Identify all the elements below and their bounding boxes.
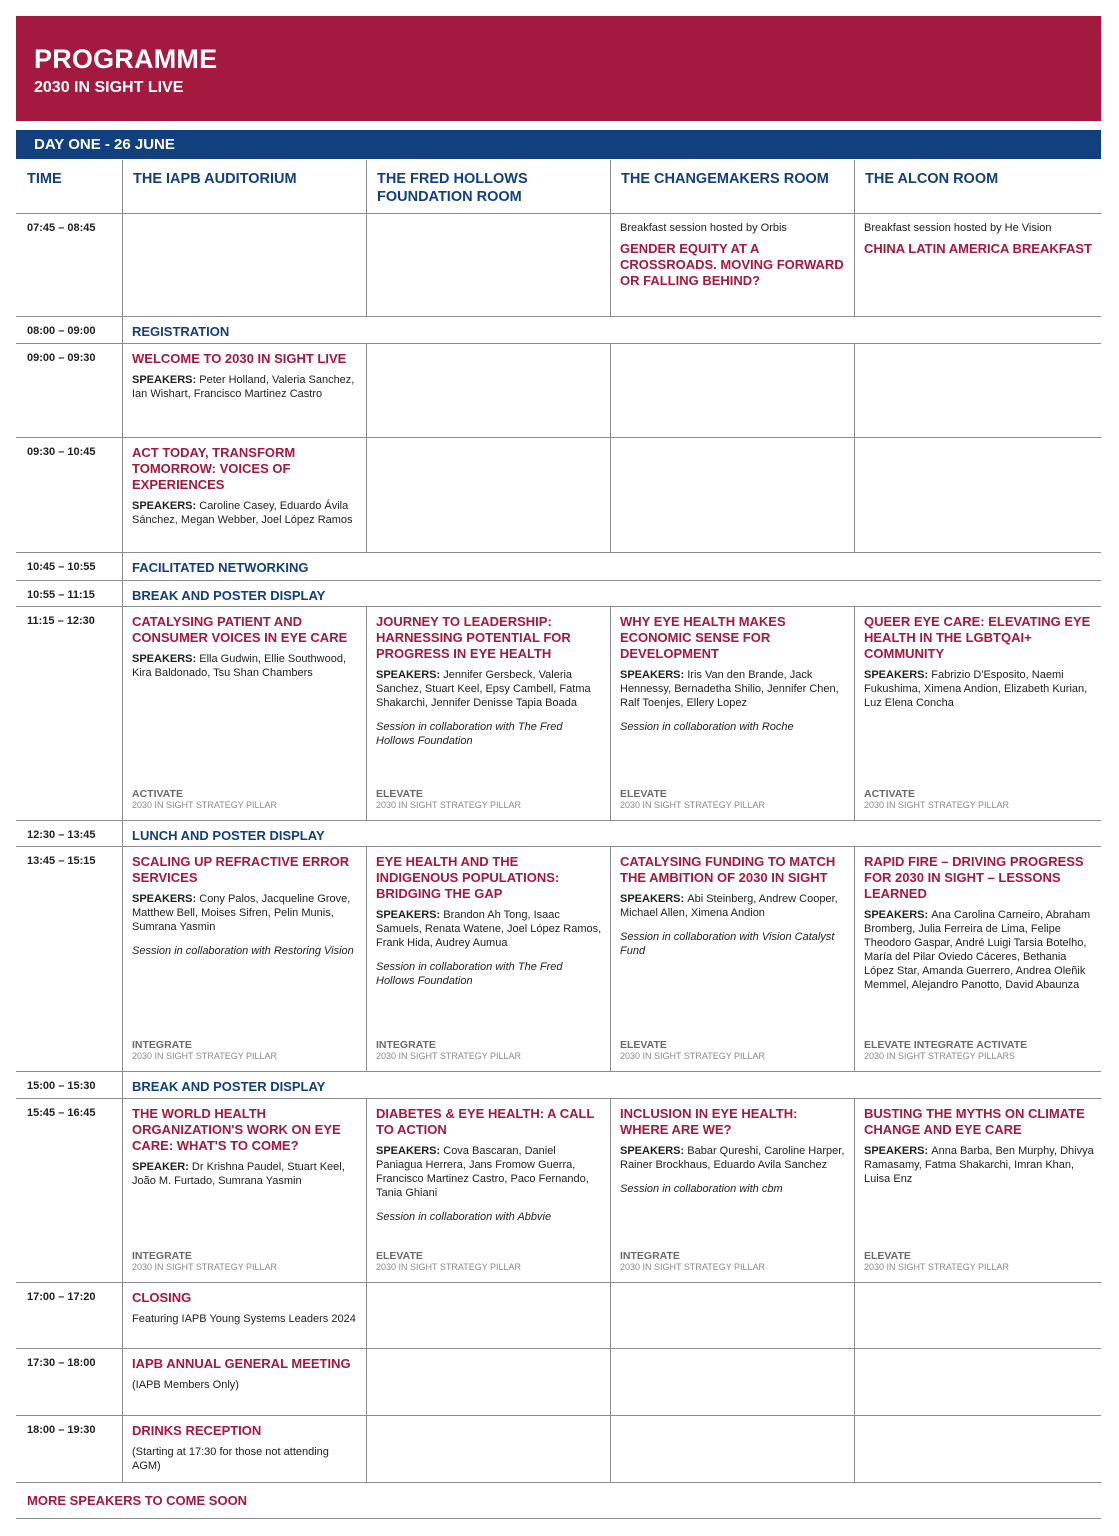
full-width-session: FACILITATED NETWORKING — [132, 560, 309, 575]
column-divider — [122, 606, 123, 820]
column-divider — [122, 213, 123, 316]
pillar-caption: 2030 IN SIGHT STRATEGY PILLAR — [376, 1262, 522, 1272]
speakers-label: SPEAKERS: — [132, 374, 200, 386]
session-title: CLOSING — [132, 1290, 192, 1305]
column-divider — [366, 1415, 367, 1482]
pillar-caption: 2030 IN SIGHT STRATEGY PILLARS — [864, 1051, 1016, 1061]
column-header-0: TIME — [27, 171, 62, 187]
session-cell — [132, 1423, 360, 1473]
pillar-name: ELEVATE INTEGRATE ACTIVATE — [864, 1039, 1028, 1051]
pillar-caption: 2030 IN SIGHT STRATEGY PILLAR — [620, 1262, 766, 1272]
column-divider — [610, 1098, 611, 1282]
session-cell — [376, 854, 604, 988]
column-divider — [366, 846, 367, 1071]
speakers-label: SPEAKER: — [132, 1161, 192, 1173]
session-title: RAPID FIRE – DRIVING PROGRESS FOR 2030 IN SIGHT – LESSONS LEARNED — [864, 854, 1084, 901]
row-divider — [16, 1098, 1101, 1099]
pillar-name: ACTIVATE — [864, 788, 915, 800]
pillar-name: INTEGRATE — [376, 1039, 436, 1051]
pillar-caption: 2030 IN SIGHT STRATEGY PILLAR — [376, 800, 522, 810]
full-width-session: LUNCH AND POSTER DISPLAY — [132, 828, 325, 843]
session-cell — [620, 1106, 848, 1196]
time-slot: 11:15 – 12:30 — [27, 615, 95, 627]
session-note: Featuring IAPB Young Systems Leaders 2024 — [132, 1313, 356, 1325]
column-divider — [854, 343, 855, 437]
speakers-label: SPEAKERS: — [864, 1145, 932, 1157]
pillar-name: INTEGRATE — [620, 1250, 680, 1262]
column-divider — [366, 160, 367, 213]
row-divider — [16, 846, 1101, 847]
day-label: DAY ONE - 26 JUNE — [34, 136, 175, 153]
session-note: (Starting at 17:30 for those not attending AGM) — [132, 1446, 329, 1472]
pillar-caption: 2030 IN SIGHT STRATEGY PILLAR — [864, 1262, 1010, 1272]
time-slot: 15:00 – 15:30 — [27, 1080, 96, 1092]
session-collaboration: Session in collaboration with The Fred Hollows Foundation — [376, 961, 563, 987]
column-divider — [122, 820, 123, 846]
pillar-name: ELEVATE — [864, 1250, 911, 1262]
speakers-label: SPEAKERS: — [376, 909, 444, 921]
session-cell — [864, 854, 1095, 992]
session-collaboration: Session in collaboration with cbm — [620, 1183, 783, 1195]
speakers-label: SPEAKERS: — [132, 893, 200, 905]
row-divider — [16, 343, 1101, 344]
session-cell — [132, 445, 360, 527]
session-cell — [376, 1106, 604, 1224]
session-cell — [132, 351, 360, 401]
session-speakers: SPEAKERS: Anna Barba, Ben Murphy, Dhivya Ramasamy, Fatma Shakarchi, Imran Khan, Luisa Enz — [864, 1145, 1094, 1185]
column-divider — [122, 1282, 123, 1348]
row-divider — [16, 552, 1101, 553]
time-slot: 15:45 – 16:45 — [27, 1107, 96, 1119]
speakers-label: SPEAKERS: — [620, 1145, 688, 1157]
speakers-label: SPEAKERS: — [864, 909, 932, 921]
session-title: QUEER EYE CARE: ELEVATING EYE HEALTH IN THE LGBTQAI+ COMMUNITY — [864, 614, 1091, 661]
session-speakers: SPEAKERS: Peter Holland, Valeria Sanchez, Ian Wishart, Francisco Martinez Castro — [132, 374, 355, 400]
time-slot: 12:30 – 13:45 — [27, 829, 96, 841]
column-divider — [610, 846, 611, 1071]
strategy-pillar — [132, 1040, 360, 1062]
session-speakers: SPEAKERS: Cova Bascaran, Daniel Paniagua Herrera, Jans Fromow Guerra, Francisco Martinez Castro, Paco Fernando, Tania Ghiani — [376, 1145, 589, 1199]
session-speakers: SPEAKERS: Iris Van den Brande, Jack Hennessy, Bernadetha Shilio, Jennifer Chen, Ralf Toenjes, Ellery Lopez — [620, 669, 839, 709]
column-divider — [854, 1098, 855, 1282]
column-divider — [122, 437, 123, 552]
column-divider — [366, 343, 367, 437]
column-divider — [610, 606, 611, 820]
session-speakers: SPEAKERS: Brandon Ah Tong, Isaac Samuels, Renata Watene, Joel López Ramos, Frank Hida, Audrey Aumua — [376, 909, 602, 949]
column-divider — [366, 1282, 367, 1348]
column-divider — [122, 552, 123, 580]
column-divider — [366, 213, 367, 316]
session-collaboration: Session in collaboration with The Fred Hollows Foundation — [376, 721, 563, 747]
pillar-caption: 2030 IN SIGHT STRATEGY PILLAR — [864, 800, 1010, 810]
column-divider — [610, 160, 611, 213]
session-note: (IAPB Members Only) — [132, 1379, 239, 1391]
strategy-pillar — [376, 1040, 604, 1062]
session-cell — [132, 1106, 360, 1188]
speakers-label: SPEAKERS: — [620, 893, 688, 905]
session-title: CHINA LATIN AMERICA BREAKFAST — [864, 241, 1092, 256]
row-divider — [16, 437, 1101, 438]
time-slot: 08:00 – 09:00 — [27, 325, 96, 337]
row-divider — [16, 1415, 1101, 1416]
session-speakers: SPEAKERS: Caroline Casey, Eduardo Ávila Sánchez, Megan Webber, Joel López Ramos — [132, 500, 353, 526]
strategy-pillar — [132, 789, 360, 811]
strategy-pillar — [620, 1251, 848, 1273]
pillar-caption: 2030 IN SIGHT STRATEGY PILLAR — [620, 800, 766, 810]
page-title: PROGRAMME — [34, 44, 218, 74]
session-title: BUSTING THE MYTHS ON CLIMATE CHANGE AND EYE CARE — [864, 1106, 1085, 1137]
time-slot: 10:45 – 10:55 — [27, 561, 96, 573]
session-title: CATALYSING FUNDING TO MATCH THE AMBITION OF 2030 IN SIGHT — [620, 854, 836, 885]
session-title: WHY EYE HEALTH MAKES ECONOMIC SENSE FOR DEVELOPMENT — [620, 614, 786, 661]
session-title: SCALING UP REFRACTIVE ERROR SERVICES — [132, 854, 350, 885]
session-speakers: SPEAKERS: Cony Palos, Jacqueline Grove, Matthew Bell, Moises Sifren, Pelin Munis, Sumrana Yasmin — [132, 893, 351, 933]
pillar-name: ELEVATE — [620, 1039, 667, 1051]
speakers-label: SPEAKERS: — [620, 669, 688, 681]
full-width-session: BREAK AND POSTER DISPLAY — [132, 1079, 326, 1094]
speakers-label: SPEAKERS: — [864, 669, 932, 681]
strategy-pillar — [864, 789, 1095, 811]
session-collaboration: Session in collaboration with Abbvie — [376, 1211, 552, 1223]
session-title: CATALYSING PATIENT AND CONSUMER VOICES IN EYE CARE — [132, 614, 348, 645]
session-collaboration: Session in collaboration with Roche — [620, 721, 794, 733]
session-title: GENDER EQUITY AT A CROSSROADS. MOVING FORWARD OR FALLING BEHIND? — [620, 241, 844, 288]
strategy-pillar — [376, 789, 604, 811]
session-cell — [620, 221, 848, 289]
time-slot: 09:30 – 10:45 — [27, 446, 96, 458]
strategy-pillar — [864, 1251, 1095, 1273]
session-title: IAPB ANNUAL GENERAL MEETING — [132, 1356, 351, 1371]
strategy-pillar — [132, 1251, 360, 1273]
session-cell — [620, 854, 848, 958]
session-speakers: SPEAKERS: Ella Gudwin, Ellie Southwood, Kira Baldonado, Tsu Shan Chambers — [132, 653, 346, 679]
schedule-grid — [16, 160, 1101, 1520]
column-divider — [854, 1282, 855, 1348]
session-title: THE WORLD HEALTH ORGANIZATION'S WORK ON EYE CARE: WHAT'S TO COME? — [132, 1106, 341, 1153]
column-divider — [854, 213, 855, 316]
time-slot: 09:00 – 09:30 — [27, 352, 96, 364]
page-subtitle: 2030 IN SIGHT LIVE — [34, 79, 184, 96]
column-divider — [366, 1098, 367, 1282]
session-speakers: SPEAKERS: Abi Steinberg, Andrew Cooper, Michael Allen, Ximena Andion — [620, 893, 838, 919]
column-header-2: THE FRED HOLLOWS FOUNDATION ROOM — [377, 171, 528, 205]
row-divider — [16, 1348, 1101, 1349]
time-slot: 13:45 – 15:15 — [27, 855, 96, 867]
column-divider — [610, 1348, 611, 1415]
time-slot: 18:00 – 19:30 — [27, 1424, 96, 1436]
session-cell — [620, 614, 848, 734]
session-title: EYE HEALTH AND THE INDIGENOUS POPULATIONS: BRIDGING THE GAP — [376, 854, 560, 901]
session-title: ACT TODAY, TRANSFORM TOMORROW: VOICES OF EXPERIENCES — [132, 445, 296, 492]
column-divider — [366, 1348, 367, 1415]
session-speakers: SPEAKER: Dr Krishna Paudel, Stuart Keel, João M. Furtado, Sumrana Yasmin — [132, 1161, 345, 1187]
column-divider — [610, 1415, 611, 1482]
column-divider — [854, 1415, 855, 1482]
session-title: WELCOME TO 2030 IN SIGHT LIVE — [132, 351, 347, 366]
time-slot: 10:55 – 11:15 — [27, 589, 95, 601]
column-divider — [854, 160, 855, 213]
session-title: DIABETES & EYE HEALTH: A CALL TO ACTION — [376, 1106, 595, 1137]
pillar-name: ELEVATE — [620, 788, 667, 800]
session-cell — [132, 854, 360, 958]
time-slot: 17:30 – 18:00 — [27, 1357, 96, 1369]
speakers-label: SPEAKERS: — [132, 500, 200, 512]
row-divider — [16, 1071, 1101, 1072]
strategy-pillar — [864, 1040, 1095, 1062]
time-slot: 07:45 – 08:45 — [27, 222, 96, 234]
strategy-pillar — [376, 1251, 604, 1273]
session-cell — [132, 1356, 360, 1392]
pillar-caption: 2030 IN SIGHT STRATEGY PILLAR — [620, 1051, 766, 1061]
day-band — [16, 130, 1101, 159]
strategy-pillar — [620, 1040, 848, 1062]
row-divider — [16, 1482, 1101, 1483]
row-divider — [16, 1518, 1101, 1519]
pillar-name: INTEGRATE — [132, 1250, 192, 1262]
time-slot: 17:00 – 17:20 — [27, 1291, 96, 1303]
column-header-3: THE CHANGEMAKERS ROOM — [621, 171, 829, 187]
pillar-caption: 2030 IN SIGHT STRATEGY PILLAR — [376, 1051, 522, 1061]
session-cell — [376, 614, 604, 748]
session-speakers: SPEAKERS: Ana Carolina Carneiro, Abraham Bromberg, Julia Ferreira de Lima, Felipe Theodoro Gaspar, André Luigi Tarsia Botelho, María del Pilar Oviedo Cáceres, Bethania López Star, Amanda Guerrero, Andrea Oleñik Memmel, Alejandro Panotto, David Abaunza — [864, 909, 1091, 991]
column-divider — [122, 580, 123, 606]
session-title: DRINKS RECEPTION — [132, 1423, 262, 1438]
column-divider — [610, 213, 611, 316]
column-divider — [854, 606, 855, 820]
pillar-caption: 2030 IN SIGHT STRATEGY PILLAR — [132, 1051, 278, 1061]
pillar-name: ELEVATE — [376, 1250, 423, 1262]
session-speakers: SPEAKERS: Babar Qureshi, Caroline Harper, Rainer Brockhaus, Eduardo Avila Sanchez — [620, 1145, 845, 1171]
column-divider — [122, 160, 123, 213]
session-cell — [864, 1106, 1095, 1186]
column-divider — [854, 437, 855, 552]
full-width-session: REGISTRATION — [132, 324, 230, 339]
session-cell — [132, 1290, 360, 1326]
footer-note: MORE SPEAKERS TO COME SOON — [27, 1493, 248, 1508]
session-title: JOURNEY TO LEADERSHIP: HARNESSING POTENTIAL FOR PROGRESS IN EYE HEALTH — [376, 614, 571, 661]
session-cell — [864, 614, 1095, 710]
session-collaboration: Session in collaboration with Vision Catalyst Fund — [620, 931, 835, 957]
column-divider — [122, 343, 123, 437]
column-divider — [610, 343, 611, 437]
pillar-name: ACTIVATE — [132, 788, 183, 800]
column-divider — [854, 1348, 855, 1415]
column-divider — [122, 846, 123, 1071]
session-collaboration: Session in collaboration with Restoring Vision — [132, 945, 354, 957]
row-divider — [16, 820, 1101, 821]
row-divider — [16, 580, 1101, 581]
session-title: INCLUSION IN EYE HEALTH: WHERE ARE WE? — [620, 1106, 798, 1137]
row-divider — [16, 606, 1101, 607]
pillar-name: INTEGRATE — [132, 1039, 192, 1051]
session-cell — [864, 221, 1095, 257]
strategy-pillar — [620, 789, 848, 811]
programme-header — [16, 16, 1101, 121]
column-divider — [122, 1348, 123, 1415]
column-divider — [122, 1098, 123, 1282]
column-header-1: THE IAPB AUDITORIUM — [133, 171, 297, 187]
pillar-caption: 2030 IN SIGHT STRATEGY PILLAR — [132, 800, 278, 810]
pillar-name: ELEVATE — [376, 788, 423, 800]
session-cell — [132, 614, 360, 680]
column-divider — [610, 1282, 611, 1348]
column-divider — [854, 846, 855, 1071]
column-divider — [122, 1071, 123, 1098]
row-divider — [16, 316, 1101, 317]
column-divider — [610, 437, 611, 552]
column-divider — [122, 1415, 123, 1482]
session-speakers: SPEAKERS: Fabrizio D'Esposito, Naemi Fukushima, Ximena Andion, Elizabeth Kurian, Luz Elena Concha — [864, 669, 1088, 709]
session-speakers: SPEAKERS: Jennifer Gersbeck, Valeria Sanchez, Stuart Keel, Epsy Cambell, Fatma Shakarchi, Jennifer Denisse Tapia Boada — [376, 669, 591, 709]
session-host-note: Breakfast session hosted by He Vision — [864, 222, 1052, 234]
session-host-note: Breakfast session hosted by Orbis — [620, 222, 787, 234]
column-divider — [122, 316, 123, 343]
full-width-session: BREAK AND POSTER DISPLAY — [132, 588, 326, 603]
column-divider — [366, 437, 367, 552]
row-divider — [16, 213, 1101, 214]
speakers-label: SPEAKERS: — [132, 653, 200, 665]
column-divider — [366, 606, 367, 820]
row-divider — [16, 1282, 1101, 1283]
column-header-4: THE ALCON ROOM — [865, 171, 999, 187]
speakers-label: SPEAKERS: — [376, 669, 444, 681]
speakers-label: SPEAKERS: — [376, 1145, 444, 1157]
pillar-caption: 2030 IN SIGHT STRATEGY PILLAR — [132, 1262, 278, 1272]
